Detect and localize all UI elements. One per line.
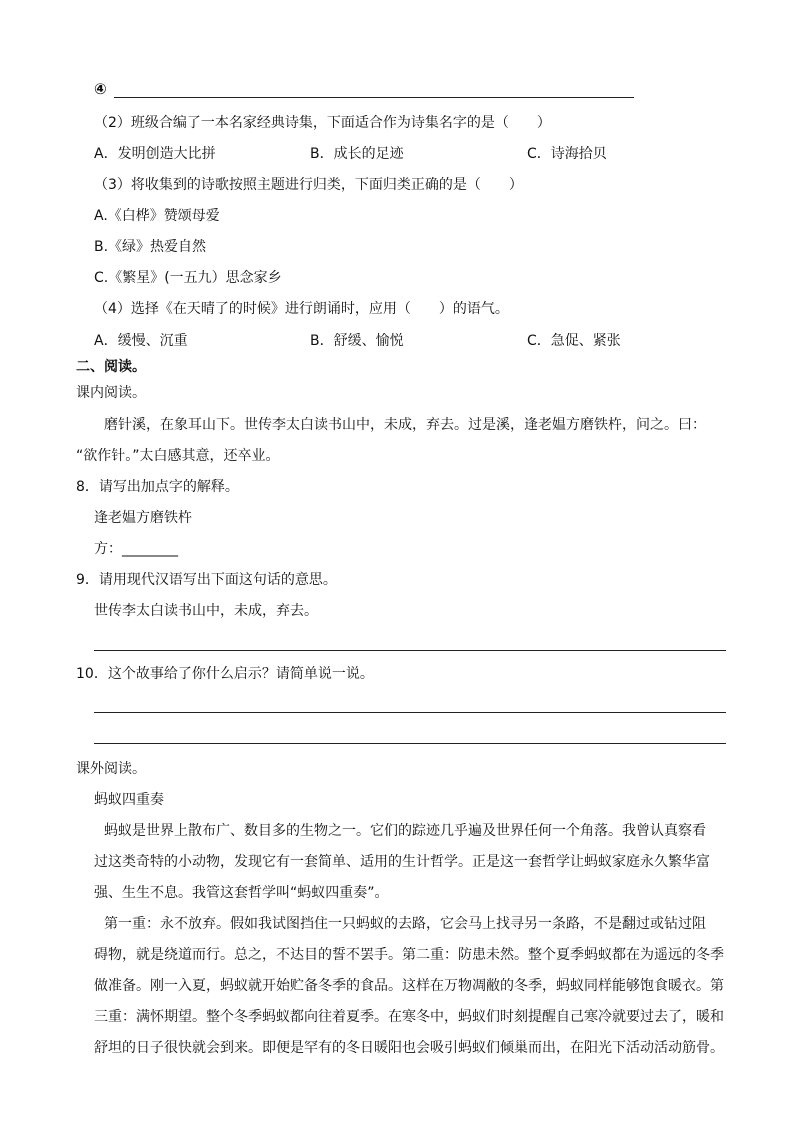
q4-option-c[interactable]: C．急促、紧张 <box>527 333 621 349</box>
q2-stem: （2）班级合编了一本名家经典诗集，下面适合作为诗集名字的是（ ） <box>94 115 551 131</box>
q3-option-c[interactable]: C.《繁星》(一五九）思念家乡 <box>94 270 282 286</box>
q2-option-c[interactable]: C．诗海拾贝 <box>527 146 607 162</box>
q9-stem: 9．请用现代汉语写出下面这句话的意思。 <box>76 572 337 588</box>
essay-p2-line-2: 碍物，就是绕道而行。总之，不达目的誓不罢手。第二重：防患未然。整个夏季蚂蚁都在为遥远的冬季 <box>94 947 724 963</box>
q3-option-b[interactable]: B.《绿》热爱自然 <box>94 239 207 255</box>
essay-p2-line-3: 做准备。刚一入夏，蚂蚁就开始贮备冬季的食品。这样在万物凋敝的冬季，蚂蚁同样能够饱食暖衣。第 <box>94 978 724 994</box>
q8-answer-row <box>94 540 178 558</box>
q10-answer-line-2[interactable] <box>94 743 726 744</box>
q8-stem: 8．请写出加点字的解释。 <box>76 479 239 495</box>
q2-option-b[interactable]: B．成长的足迹 <box>310 146 404 162</box>
q8-answer-label: 方： <box>94 541 122 557</box>
essay-title: 蚂蚁四重奏 <box>94 792 164 808</box>
q2-option-a[interactable]: A．发明创造大比拼 <box>94 146 216 162</box>
essay-p1-line-1: 蚂蚁是世界上散布广、数目多的生物之一。它们的踪迹几乎遍及世界任何一个角落。我曾认真察看 <box>104 823 706 839</box>
q8-phrase: 逢老媪方磨铁杵 <box>94 510 192 526</box>
q3-option-a[interactable]: A.《白桦》赞颂母爱 <box>94 208 220 224</box>
classical-passage-line-1: 磨针溪，在象耳山下。世传李太白读书山中，未成，弃去。过是溪，逢老媪方磨铁杵，问之。曰： <box>104 417 706 433</box>
classical-passage-line-2: “欲作针。”太白感其意，还卒业。 <box>76 448 280 464</box>
essay-p1-line-2: 过这类奇特的小动物，发现它有一套简单、适用的生计哲学。正是这一套哲学让蚂蚁家庭永久繁华富 <box>94 854 710 870</box>
q10-stem: 10．这个故事给了你什么启示？请简单说一说。 <box>76 666 374 682</box>
essay-p2-line-4: 三重：满怀期望。整个冬季蚂蚁都向往着夏季。在寒冬中，蚂蚁们时刻提醒自己寒冷就要过去了，暖和 <box>94 1009 724 1025</box>
essay-p1-line-3: 强、生生不息。我管这套哲学叫“蚂蚁四重奏”。 <box>94 885 389 901</box>
section-2-heading: 二、阅读。 <box>76 359 146 375</box>
q10-answer-line-1[interactable] <box>94 712 726 713</box>
essay-p2-line-5: 舒坦的日子很快就会到来。即便是罕有的冬日暖阳也会吸引蚂蚁们倾巢而出，在阳光下活动活动筋骨。 <box>94 1040 724 1056</box>
q4-option-a[interactable]: A．缓慢、沉重 <box>94 333 188 349</box>
q4-option-b[interactable]: B．舒缓、愉悦 <box>310 333 404 349</box>
item-4-marker: ④ <box>94 80 107 98</box>
q3-stem: （3）将收集到的诗歌按照主题进行归类，下面归类正确的是（ ） <box>94 177 523 193</box>
outclass-reading-label: 课外阅读。 <box>76 761 146 777</box>
q9-answer-line[interactable] <box>94 650 726 651</box>
q9-sentence: 世传李太白读书山中，未成，弃去。 <box>94 603 318 619</box>
essay-p2-line-1: 第一重：永不放弃。假如我试图挡住一只蚂蚁的去路，它会马上找寻另一条路，不是翻过或钻过阻 <box>104 916 706 932</box>
q8-answer-blank[interactable]: ________ <box>122 541 178 557</box>
item-4-answer-line[interactable] <box>114 97 634 98</box>
inclass-reading-label: 课内阅读。 <box>76 385 146 401</box>
q4-stem: （4）选择《在天晴了的时候》进行朗诵时，应用（ ）的语气。 <box>94 301 509 317</box>
